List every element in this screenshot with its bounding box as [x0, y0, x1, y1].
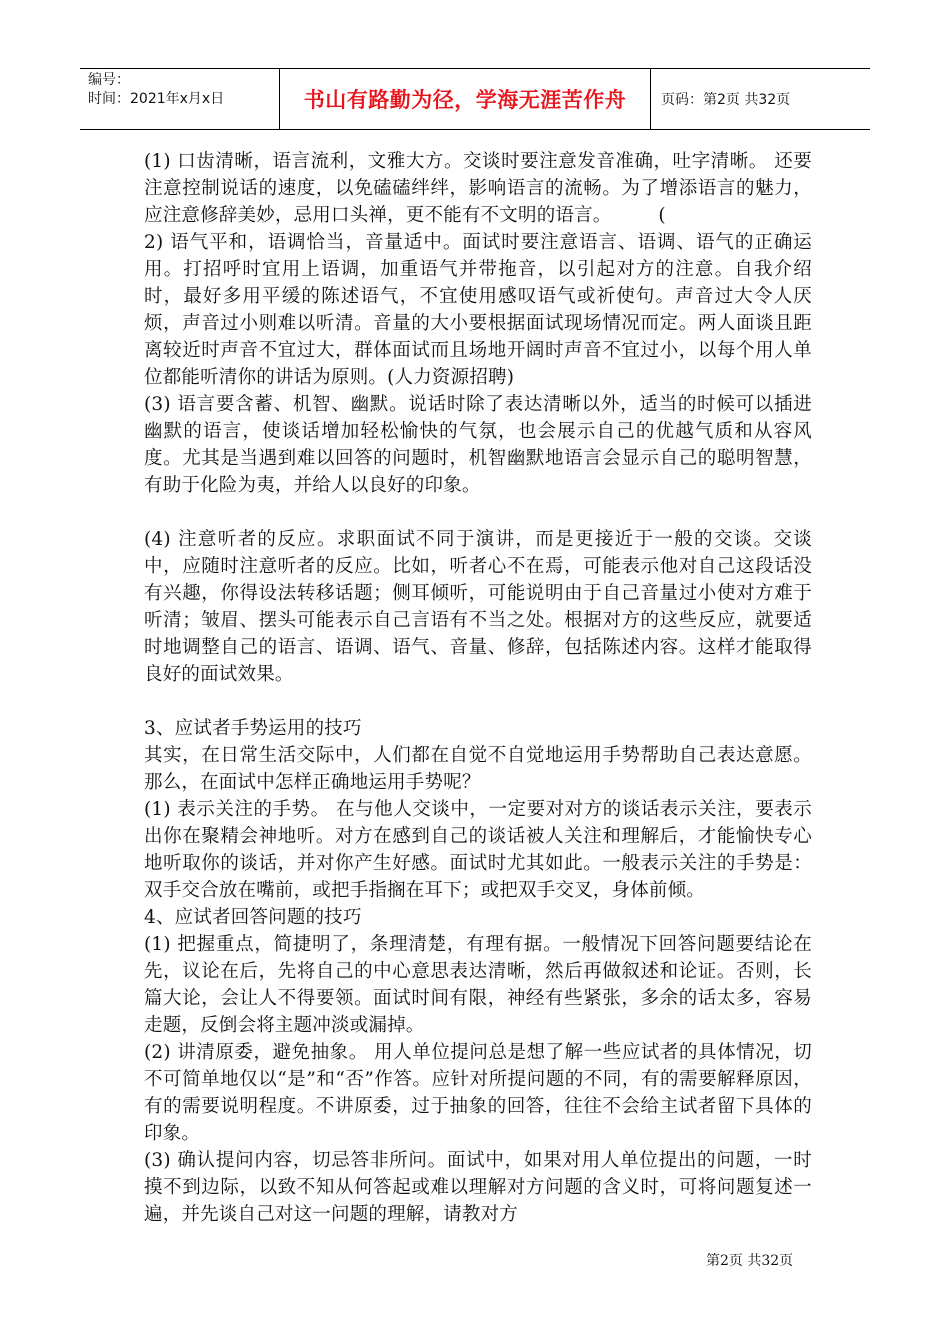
paragraph-spacer [144, 499, 812, 526]
document-body [144, 148, 812, 1228]
section-heading: 4、应试者回答问题的技巧 [144, 907, 362, 928]
paragraph: (1) 表示关注的手势。 在与他人交谈中，一定要对对方的谈话表示关注，要表示出你在聚精会神地听。对方在感到自己的谈话被人关注和理解后，才能愉快专心地听取你的谈话，并对你产生好感。面试时尤其如此。一般表示关注的手势是：双手交合放在嘴前，或把手指搁在耳下；或把双手交叉，身体前倾。 [144, 799, 812, 901]
document-number-label: 编号： [88, 72, 130, 88]
header-meta [80, 69, 280, 129]
page-header [80, 68, 870, 130]
paragraph: (3) 确认提问内容，切忌答非所问。面试中，如果对用人单位提出的问题，一时摸不到边际，以致不知从何答起或难以理解对方问题的含义时，可将问题复述一遍，并先谈自己对这一问题的理解，请教对方 [144, 1150, 812, 1225]
paragraph: 2) 语气平和，语调恰当，音量适中。面试时要注意语言、语调、语气的正确运用。打招呼时宜用上语调，加重语气并带拖音，以引起对方的注意。自我介绍时，最好多用平缓的陈述语气，不宜使用感叹语气或祈使句。声音过大令人厌烦，声音过小则难以听清。音量的大小要根据面试现场情况而定。两人面谈且距离较近时声音不宜过大，群体面试而且场地开阔时声音不宜过小，以每个用人单位都能听清你的讲话为原则。(人力资源招聘) [144, 232, 812, 388]
paragraph: (3) 语言要含蓄、机智、幽默。说话时除了表达清晰以外，适当的时候可以插进幽默的语言，使谈话增加轻松愉快的气氛，也会展示自己的优越气质和从容风度。尤其是当遇到难以回答的问题时，机智幽默地语言会显示自己的聪明智慧，有助于化险为夷，并给人以良好的印象。 [144, 394, 812, 496]
paragraph-spacer [144, 688, 812, 715]
paragraph: (4) 注意听者的反应。求职面试不同于演讲，而是更接近于一般的交谈。交谈中，应随时注意听者的反应。比如，听者心不在焉，可能表示他对自己这段话没有兴趣，你得设法转移话题；侧耳倾听，可能说明由于自己音量过小使对方难于听清；皱眉、摆头可能表示自己言语有不当之处。根据对方的这些反应，就要适时地调整自己的语言、语调、语气、音量、修辞，包括陈述内容。这样才能取得良好的面试效果。 [144, 529, 812, 685]
header-motto: 书山有路勤为径，学海无涯苦作舟 [280, 69, 651, 129]
paragraph: 其实，在日常生活交际中，人们都在自觉不自觉地运用手势帮助自己表达意愿。那么，在面试中怎样正确地运用手势呢？ [144, 745, 812, 793]
paragraph: (1) 口齿清晰，语言流利，文雅大方。交谈时要注意发音准确，吐字清晰。 还要注意控制说话的速度，以免磕磕绊绊，影响语言的流畅。为了增添语言的魅力，应注意修辞美妙，忌用口头禅，更不能有不文明的语言。 ( [144, 151, 812, 226]
page-footer: 第2页 共32页 [706, 1253, 794, 1269]
section-heading: 3、应试者手势运用的技巧 [144, 718, 362, 739]
document-time-label: 时间：2021年x月x日 [88, 91, 225, 107]
paragraph: (2) 讲清原委，避免抽象。 用人单位提问总是想了解一些应试者的具体情况，切不可简单地仅以“是”和“否”作答。应针对所提问题的不同，有的需要解释原因，有的需要说明程度。不讲原委，过于抽象的回答，往往不会给主试者留下具体的印象。 [144, 1042, 812, 1144]
header-page-label: 页码：第2页 共32页 [661, 92, 791, 108]
paragraph: (1) 把握重点，简捷明了，条理清楚，有理有据。一般情况下回答问题要结论在先，议论在后，先将自己的中心意思表达清晰，然后再做叙述和论证。否则，长篇大论，会让人不得要领。面试时间有限，神经有些紧张，多余的话太多，容易走题，反倒会将主题冲淡或漏掉。 [144, 934, 812, 1036]
